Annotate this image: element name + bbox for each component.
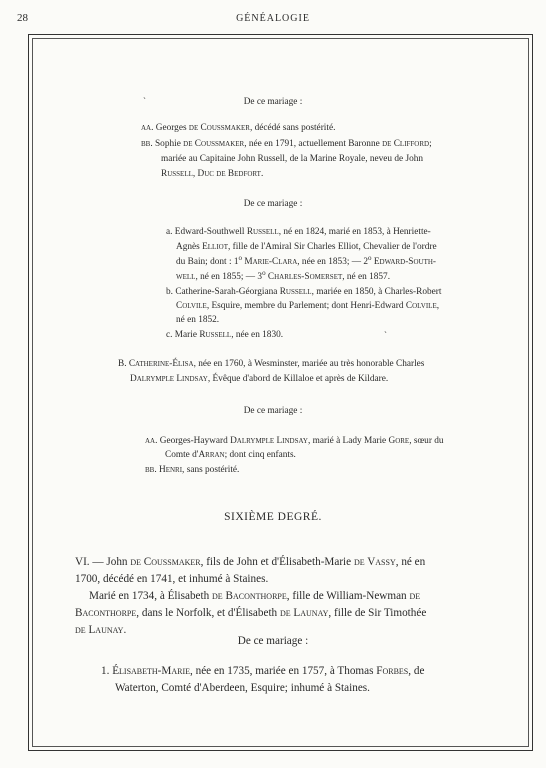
- person-surname: Gore: [388, 436, 410, 446]
- entry-text: , sans postérité.: [182, 465, 240, 475]
- print-speck: ˎ: [143, 89, 146, 99]
- entry-text: Sophie: [155, 139, 184, 149]
- person-surname: de Vassy: [353, 556, 396, 568]
- entry-text: , fille de William-Newman: [286, 590, 410, 602]
- entry-label: b.: [166, 287, 173, 297]
- entry-text: , né en: [395, 556, 426, 568]
- running-title: GÉNÉALOGIE: [236, 13, 310, 24]
- entry-label: aa.: [145, 436, 158, 446]
- entry-text: John: [103, 556, 131, 568]
- entry-text: ; dont cinq enfants.: [224, 450, 296, 460]
- person-surname: Russell, Duc de Bedfort: [161, 169, 261, 179]
- entry-continuation: 1700, décédé en 1741, et inhumé à Staines.: [75, 573, 269, 585]
- person-surname: Dalrymple Lindsay: [230, 436, 308, 446]
- person-surname: Dalrymple Lindsay: [130, 374, 208, 384]
- person-surname: de Coussmaker: [130, 556, 201, 568]
- entry-continuation: [89, 589, 420, 604]
- genealogy-entry-1: [101, 664, 424, 679]
- entry-text: , née en 1791, actuellement Baronne: [244, 139, 383, 149]
- entry-text: , Esquire, membre du Parlement; dont Henri-Edward: [206, 301, 406, 311]
- entry-label: bb.: [141, 139, 153, 149]
- genealogy-entry-VI: [75, 555, 425, 570]
- entry-label: B.: [118, 359, 127, 369]
- entry-text: Marié en 1734, à Élisabeth: [89, 590, 213, 602]
- person-surname: Colvile: [405, 301, 437, 311]
- person-name: Charles-Somerset: [265, 272, 343, 282]
- entry-text: , fille de l'Amiral Sir Charles Elliot, Chevalier de l'ordre: [228, 242, 437, 252]
- person-surname: Colvile: [176, 301, 207, 311]
- genealogy-entry-B: [118, 358, 424, 371]
- entry-text: Catherine-Sarah-Géorgiana: [175, 287, 280, 297]
- entry-continuation: mariée au Capitaine John Russell, de la Marine Royale, neveu de John: [161, 154, 424, 164]
- person-surname: de Launay: [279, 607, 329, 619]
- entry-text: Comte d': [165, 450, 199, 460]
- page-number: 28: [17, 12, 28, 24]
- person-surname: Russell: [246, 227, 279, 237]
- person-name: Catherine-Élisa: [128, 359, 194, 369]
- ordinal-mark: o: [262, 268, 266, 277]
- genealogy-entry-bb: [145, 464, 239, 477]
- entry-text: .: [260, 169, 264, 179]
- entry-continuation: [176, 241, 437, 254]
- entry-continuation: [130, 373, 388, 386]
- entry-text: Georges: [155, 123, 189, 133]
- entry-continuation: [176, 300, 439, 313]
- genealogy-entry-aa: [145, 435, 444, 448]
- entry-label: aa.: [141, 123, 154, 133]
- genealogy-entry-b: [166, 286, 441, 299]
- entry-label: a.: [166, 227, 173, 237]
- entry-text: Agnès: [176, 242, 203, 252]
- entry-label: bb.: [145, 465, 157, 475]
- entry-text: , né en 1824, marié en 1853, à Henriette-: [278, 227, 431, 237]
- person-name: Edward-South-: [371, 257, 437, 267]
- person-name: Henri: [159, 465, 183, 475]
- person-surname: Russell: [279, 287, 312, 297]
- entry-text: , née en 1830.: [231, 330, 284, 340]
- person-surname: de: [409, 590, 421, 602]
- entry-continuation: né en 1852.: [176, 315, 220, 325]
- ordinal-mark: o: [368, 253, 372, 262]
- ordinal-mark: o: [238, 253, 242, 262]
- entry-text: ,: [436, 301, 440, 311]
- person-surname: Baconthorpe: [75, 607, 137, 619]
- entry-text: , née en 1853; — 2: [297, 257, 369, 267]
- person-surname: de Coussmaker: [183, 139, 245, 149]
- place-name: Arran: [198, 450, 225, 460]
- entry-text: , décédé sans postérité.: [249, 123, 336, 133]
- de-ce-mariage-heading: De ce mariage :: [243, 199, 303, 209]
- entry-text: Edward-Southwell: [174, 227, 247, 237]
- entry-text: , né en 1855; — 3: [195, 272, 263, 282]
- genealogy-entry-a: [166, 226, 431, 239]
- de-ce-mariage-heading: De ce mariage :: [243, 406, 303, 416]
- person-surname: de Clifford: [382, 139, 430, 149]
- entry-continuation: [176, 268, 391, 284]
- print-speck: ˋ: [384, 330, 387, 340]
- person-surname: Russell: [199, 330, 232, 340]
- entry-continuation: [75, 606, 426, 621]
- section-title: SIXIÈME DEGRÉ.: [224, 511, 322, 523]
- de-ce-mariage-heading: De ce mariage :: [237, 635, 309, 647]
- entry-text: , née en 1760, à Wesminster, mariée au très honorable Charles: [193, 359, 425, 369]
- entry-continuation: [176, 253, 437, 269]
- entry-text: , marié à Lady Marie: [307, 436, 389, 446]
- person-surname: de Baconthorpe: [212, 590, 287, 602]
- person-surname: Elliot: [202, 242, 228, 252]
- entry-text: , né en 1857.: [342, 272, 391, 282]
- entry-text: Georges-Hayward: [159, 436, 231, 446]
- genealogy-entry-aa: [141, 122, 335, 135]
- person-surname: Forbes: [376, 665, 409, 677]
- entry-label: 1.: [101, 665, 110, 677]
- entry-text: .: [123, 624, 127, 636]
- entry-text: , fille de Sir Timothée: [328, 607, 427, 619]
- entry-text: , Évêque d'abord de Killaloe et après de Kildare.: [207, 374, 389, 384]
- person-name: Élisabeth-Marie: [112, 665, 191, 677]
- entry-text: ;: [429, 139, 432, 149]
- entry-text: , fils de John et d'Élisabeth-Marie: [200, 556, 354, 568]
- entry-continuation: [161, 168, 263, 181]
- entry-continuation: [165, 449, 296, 462]
- entry-text: , dans le Norfolk, et d'Élisabeth: [136, 607, 280, 619]
- person-name: Marie-Clara: [242, 257, 298, 267]
- entry-text: Marie: [174, 330, 200, 340]
- entry-text: , née en 1735, mariée en 1757, à Thomas: [190, 665, 377, 677]
- entry-text: , mariée en 1850, à Charles-Robert: [311, 287, 442, 297]
- de-ce-mariage-heading: De ce mariage :: [243, 97, 303, 107]
- entry-label: c.: [166, 330, 173, 340]
- entry-text: , de: [408, 665, 425, 677]
- entry-continuation: Waterton, Comté d'Aberdeen, Esquire; inhumé à Staines.: [115, 682, 370, 694]
- person-surname: de Launay: [75, 624, 124, 636]
- genealogy-entry-bb: [141, 138, 432, 151]
- person-surname: de Coussmaker: [188, 123, 250, 133]
- entry-label: VI. —: [75, 556, 104, 568]
- entry-text: du Bain; dont : 1: [176, 257, 239, 267]
- genealogy-entry-c: [166, 329, 283, 342]
- entry-text: , sœur du: [409, 436, 444, 446]
- person-name: well: [176, 272, 196, 282]
